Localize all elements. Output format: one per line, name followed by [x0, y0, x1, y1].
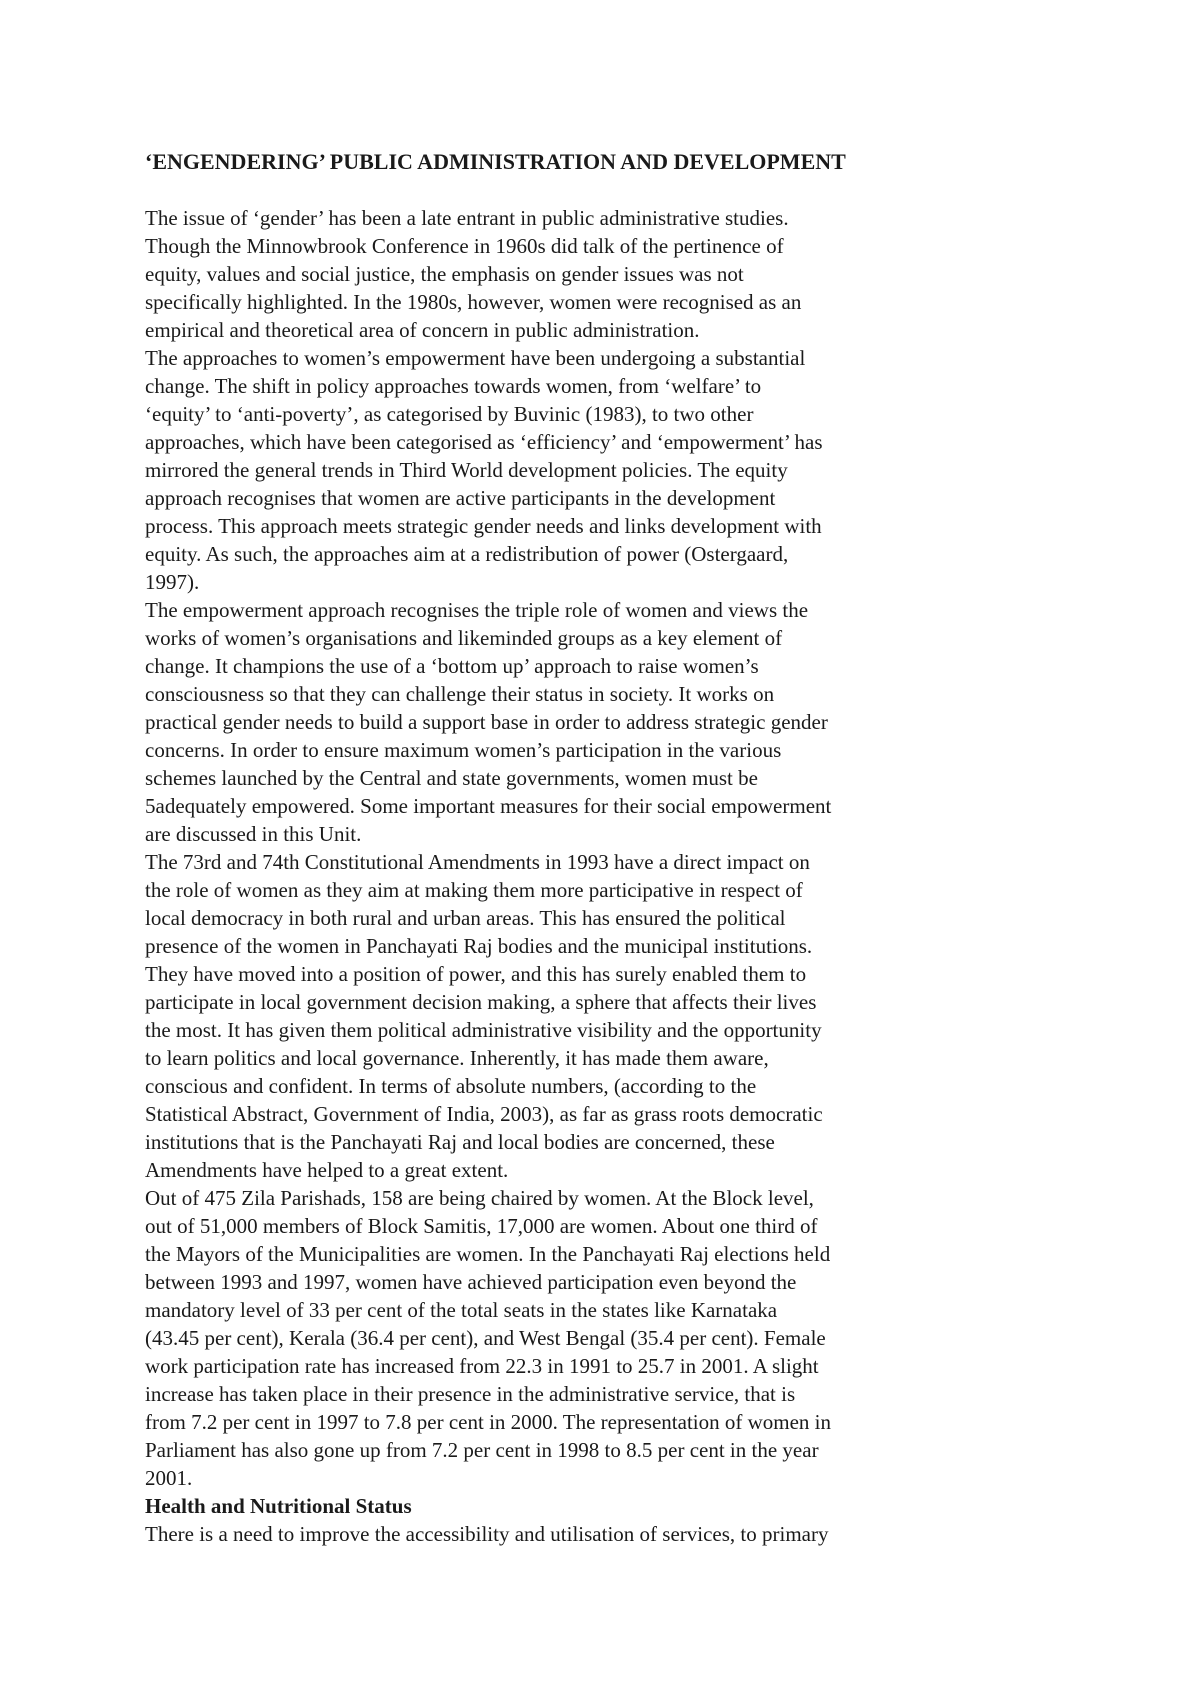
text-line: specifically highlighted. In the 1980s, however, women were recognised as an	[145, 290, 802, 314]
paragraph-intro	[145, 204, 1075, 344]
text-line: are discussed in this Unit.	[145, 822, 362, 846]
text-line: Statistical Abstract, Government of India, 2003), as far as grass roots democratic	[145, 1102, 823, 1126]
text-line: local democracy in both rural and urban areas. This has ensured the political	[145, 906, 786, 930]
text-line: empirical and theoretical area of concern in public administration.	[145, 318, 700, 342]
text-line: increase has taken place in their presence in the administrative service, that is	[145, 1382, 796, 1406]
text-line: institutions that is the Panchayati Raj and local bodies are concerned, these	[145, 1130, 775, 1154]
text-line: 5adequately empowered. Some important measures for their social empowerment	[145, 794, 832, 818]
text-line: conscious and confident. In terms of absolute numbers, (according to the	[145, 1074, 757, 1098]
text-line: The approaches to women’s empowerment have been undergoing a substantial	[145, 346, 806, 370]
text-line: participate in local government decision making, a sphere that affects their lives	[145, 990, 817, 1014]
text-line: mirrored the general trends in Third World development policies. The equity	[145, 458, 788, 482]
document-body	[145, 148, 1075, 1548]
text-line: 1997).	[145, 570, 200, 594]
text-line: schemes launched by the Central and state governments, women must be	[145, 766, 758, 790]
text-line: Out of 475 Zila Parishads, 158 are being chaired by women. At the Block level,	[145, 1186, 814, 1210]
text-line: equity, values and social justice, the emphasis on gender issues was not	[145, 262, 744, 286]
text-line: equity. As such, the approaches aim at a redistribution of power (Ostergaard,	[145, 542, 789, 566]
text-line: approaches, which have been categorised as ‘efficiency’ and ‘empowerment’ has	[145, 430, 823, 454]
text-line: works of women’s organisations and likeminded groups as a key element of	[145, 626, 783, 650]
text-line: work participation rate has increased from 22.3 in 1991 to 25.7 in 2001. A slight	[145, 1354, 819, 1378]
text-line: out of 51,000 members of Block Samitis, 17,000 are women. About one third of	[145, 1214, 818, 1238]
text-line: Though the Minnowbrook Conference in 1960s did talk of the pertinence of	[145, 234, 784, 258]
paragraph-approaches	[145, 344, 1075, 596]
section-heading-health: Health and Nutritional Status	[145, 1494, 412, 1518]
text-line: There is a need to improve the accessibility and utilisation of services, to primary	[145, 1522, 829, 1546]
text-line: to learn politics and local governance. Inherently, it has made them aware,	[145, 1046, 769, 1070]
text-line: (43.45 per cent), Kerala (36.4 per cent), and West Bengal (35.4 per cent). Female	[145, 1326, 826, 1350]
text-line: approach recognises that women are active participants in the development	[145, 486, 776, 510]
text-line: Amendments have helped to a great extent.	[145, 1158, 509, 1182]
text-line: change. The shift in policy approaches towards women, from ‘welfare’ to	[145, 374, 762, 398]
text-line: the most. It has given them political administrative visibility and the opportunity	[145, 1018, 822, 1042]
text-line: between 1993 and 1997, women have achieved participation even beyond the	[145, 1270, 797, 1294]
text-line: ‘equity’ to ‘anti-poverty’, as categorised by Buvinic (1983), to two other	[145, 402, 754, 426]
text-line: from 7.2 per cent in 1997 to 7.8 per cent in 2000. The representation of women in	[145, 1410, 832, 1434]
text-line: 2001.	[145, 1466, 193, 1490]
text-line: consciousness so that they can challenge their status in society. It works on	[145, 682, 775, 706]
text-line: The 73rd and 74th Constitutional Amendments in 1993 have a direct impact on	[145, 850, 810, 874]
text-line: process. This approach meets strategic gender needs and links development with	[145, 514, 822, 538]
paragraph-amendments	[145, 848, 1075, 1184]
text-line: the Mayors of the Municipalities are women. In the Panchayati Raj elections held	[145, 1242, 831, 1266]
text-line: Parliament has also gone up from 7.2 per cent in 1998 to 8.5 per cent in the year	[145, 1438, 819, 1462]
text-line: practical gender needs to build a support base in order to address strategic gender	[145, 710, 828, 734]
paragraph-empowerment	[145, 596, 1075, 848]
text-line: mandatory level of 33 per cent of the total seats in the states like Karnataka	[145, 1298, 778, 1322]
text-line: the role of women as they aim at making them more participative in respect of	[145, 878, 803, 902]
text-line: The issue of ‘gender’ has been a late entrant in public administrative studies.	[145, 206, 789, 230]
text-line: presence of the women in Panchayati Raj bodies and the municipal institutions.	[145, 934, 813, 958]
paragraph-statistics	[145, 1184, 1075, 1492]
page-title: ‘ENGENDERING’ PUBLIC ADMINISTRATION AND DEVELOPMENT	[145, 149, 846, 174]
text-line: They have moved into a position of power, and this has surely enabled them to	[145, 962, 807, 986]
text-line: The empowerment approach recognises the triple role of women and views the	[145, 598, 809, 622]
text-line: change. It champions the use of a ‘bottom up’ approach to raise women’s	[145, 654, 759, 678]
paragraph-health	[145, 1520, 1075, 1548]
text-line: concerns. In order to ensure maximum women’s participation in the various	[145, 738, 782, 762]
